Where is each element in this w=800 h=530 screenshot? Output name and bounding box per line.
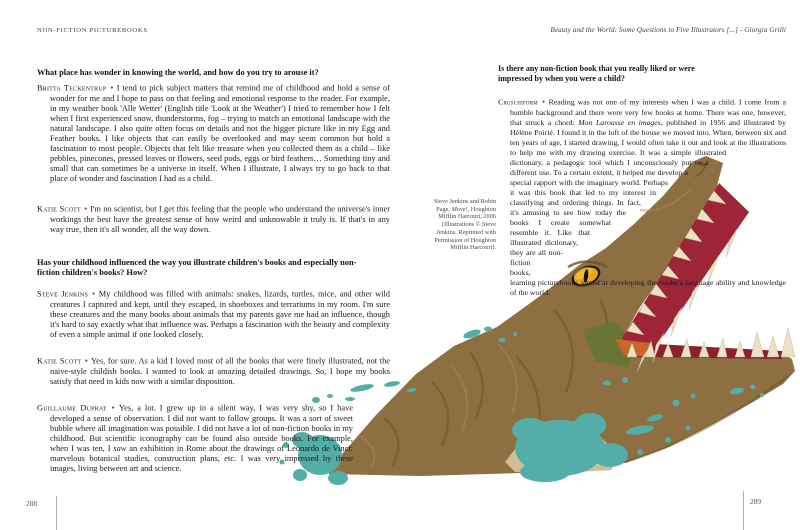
answer-britta-teckentrup <box>37 83 390 184</box>
answer-guillaume-duprat <box>37 403 353 474</box>
speaker-name: Cruschiform <box>498 97 538 107</box>
bullet-icon: ● <box>109 405 117 411</box>
question-wonder: What place has wonder in knowing the world, and how do you try to arouse it? <box>37 68 319 77</box>
answer-text: I tend to pick subject matters that remind me of childhood and hold a sense of wonder for me and I hope to pass on that feeling and emotional response to the reader. For example, in my weather book 'Alle Wetter' (English title 'Look at the Weather') I tried to remember how I felt when I first experienced snow, thunderstorms, fog – trying to match an emotional landscape with the natural landscape. I also quite often focus on details and not the bigger picture like in my Egg and Feather books. I like objects that can easily be overlooked and may seem common but hold a fascination to most people. Objects that felt like treasure when you collected them as a child – like pebbles, pinecones, pressed leaves or flowers, seed pods, eggs or bird feathers… Something tiny and small that can sometimes be a universe in itself. When I illustrate, I always try to go back to that place of wonder and fascination I had as a child. <box>50 83 390 184</box>
answer-text: Yes, a lot. I grew up in a silent way, I was very shy, so I have developed a sense of observation. I did not want to follow groups. It was a sort of sweet bubble where all imagination was possible. I did not have a lot of non-fiction books in my childhood. But scientific iconography can be found also outside books. For example, when I was ten, I <box>50 403 353 453</box>
running-header-right: Beauty and the World: Some Questions to Five Illustrators [...] - Giorgia Grilli <box>550 26 786 34</box>
bullet-icon: ● <box>84 358 89 364</box>
caption-text: Steve Jenkins and Robin Page, <box>433 198 496 213</box>
speaker-name: Katie Scott <box>37 356 82 366</box>
bullet-icon: ● <box>540 99 547 105</box>
answer-steve-jenkins <box>37 289 390 340</box>
page-number-left: 288 <box>26 499 38 508</box>
bullet-icon: ● <box>109 85 115 91</box>
speaker-name: Steve Jenkins <box>37 289 88 299</box>
page-number-right: 289 <box>750 497 762 506</box>
running-header-left: NON-FICTION PICTUREBOOKS <box>37 27 148 34</box>
speaker-name: Guillaume Duprat <box>37 403 107 413</box>
answer-text: an exhibition in Rome about the drawings of Leonardo de Vinci: marvelous botanical studies, construction plans, etc. I was very impressed by these images, living between art and science. <box>50 443 353 474</box>
fold-mark-left <box>56 496 57 530</box>
answer-text: Yes, for sure. As a kid I loved most of all the books that were finely illustrated, not the naive-style childish books. I wanted to look at amazing detailed drawings. So, I hope my books satisfy that need in kids now with a similar disposition. <box>50 356 390 386</box>
bullet-icon: ● <box>91 291 97 297</box>
question-nonfiction-book: Is there any non-fiction book that you really liked or were impressed by when you were a child? <box>498 64 695 83</box>
fold-mark-right <box>743 491 744 530</box>
answer-text: , published in 1956 and illustrated by Hélène Poirié. I found it in the loft of the house we moved into. When, between six and ten years of age, I started drawing, I would often take it out and look at the illustrations to help me with my drawing exercise. It was a simple illustrated dictionary, a pedagogic tool which I unconsciously put to a different use. To a certain extent, it helped me develop a special rapport with the imaginary world. Perhaps it was this book that led to my interest in classifying and ordering things. In fact, it's amusing to see how today the books I create somewhat resemble it. Like that illustrated dictionary, they are all non-fiction books, learning picturebooks aimed at developing the reader's language ability and knowledge of the world. <box>510 117 786 297</box>
illustration-caption <box>428 198 496 252</box>
caption-text: , Houghton Mifflin Harcourt, 2006 (Illustrations © Steve Jenkins. Reprinted with Permission of Houghton Mifflin Harcourt). <box>434 205 496 252</box>
answer-text: I'm no scientist, but I get this feeling that the people who understand the universe's inner workings the best have the greatest sense of how weird and unknowable it truly is. If that's in any way true, then it's all wonder, all the way down. <box>50 204 390 234</box>
bullet-icon: ● <box>83 206 88 212</box>
answer-cruschiform <box>498 97 786 298</box>
answer-katie-scott-1 <box>37 204 390 235</box>
speaker-name: Britta Teckentrup <box>37 83 107 93</box>
answer-text-italic: Mon Larousse en images <box>578 117 661 127</box>
answer-text: Reading was not one of my interests when I was a child. I come from a humble background and there were very few books at home. There was one, however, that struck a chord: <box>510 97 786 127</box>
question-childhood: Has your childhood influenced the way you illustrate children's books and especially non-fiction children's books? How? <box>37 258 357 277</box>
answer-text-italic: saw <box>113 443 127 453</box>
answer-text: My childhood was filled with animals: snakes, lizards, turtles, mice, and other wild creatures I captured and kept, until they escaped, in shoeboxes and terrariums in my room. I'm sure these creatures and the many books about animals that my parents gave me had an influence, though it's hard to say exactly what that influence was. Perhaps a fascination with the beauty and complexity of even a simple animal if one looked closely. <box>50 289 390 339</box>
speaker-name: Katie Scott <box>37 204 81 214</box>
answer-katie-scott-2 <box>37 356 390 387</box>
caption-title-italic: Move! <box>451 205 468 213</box>
